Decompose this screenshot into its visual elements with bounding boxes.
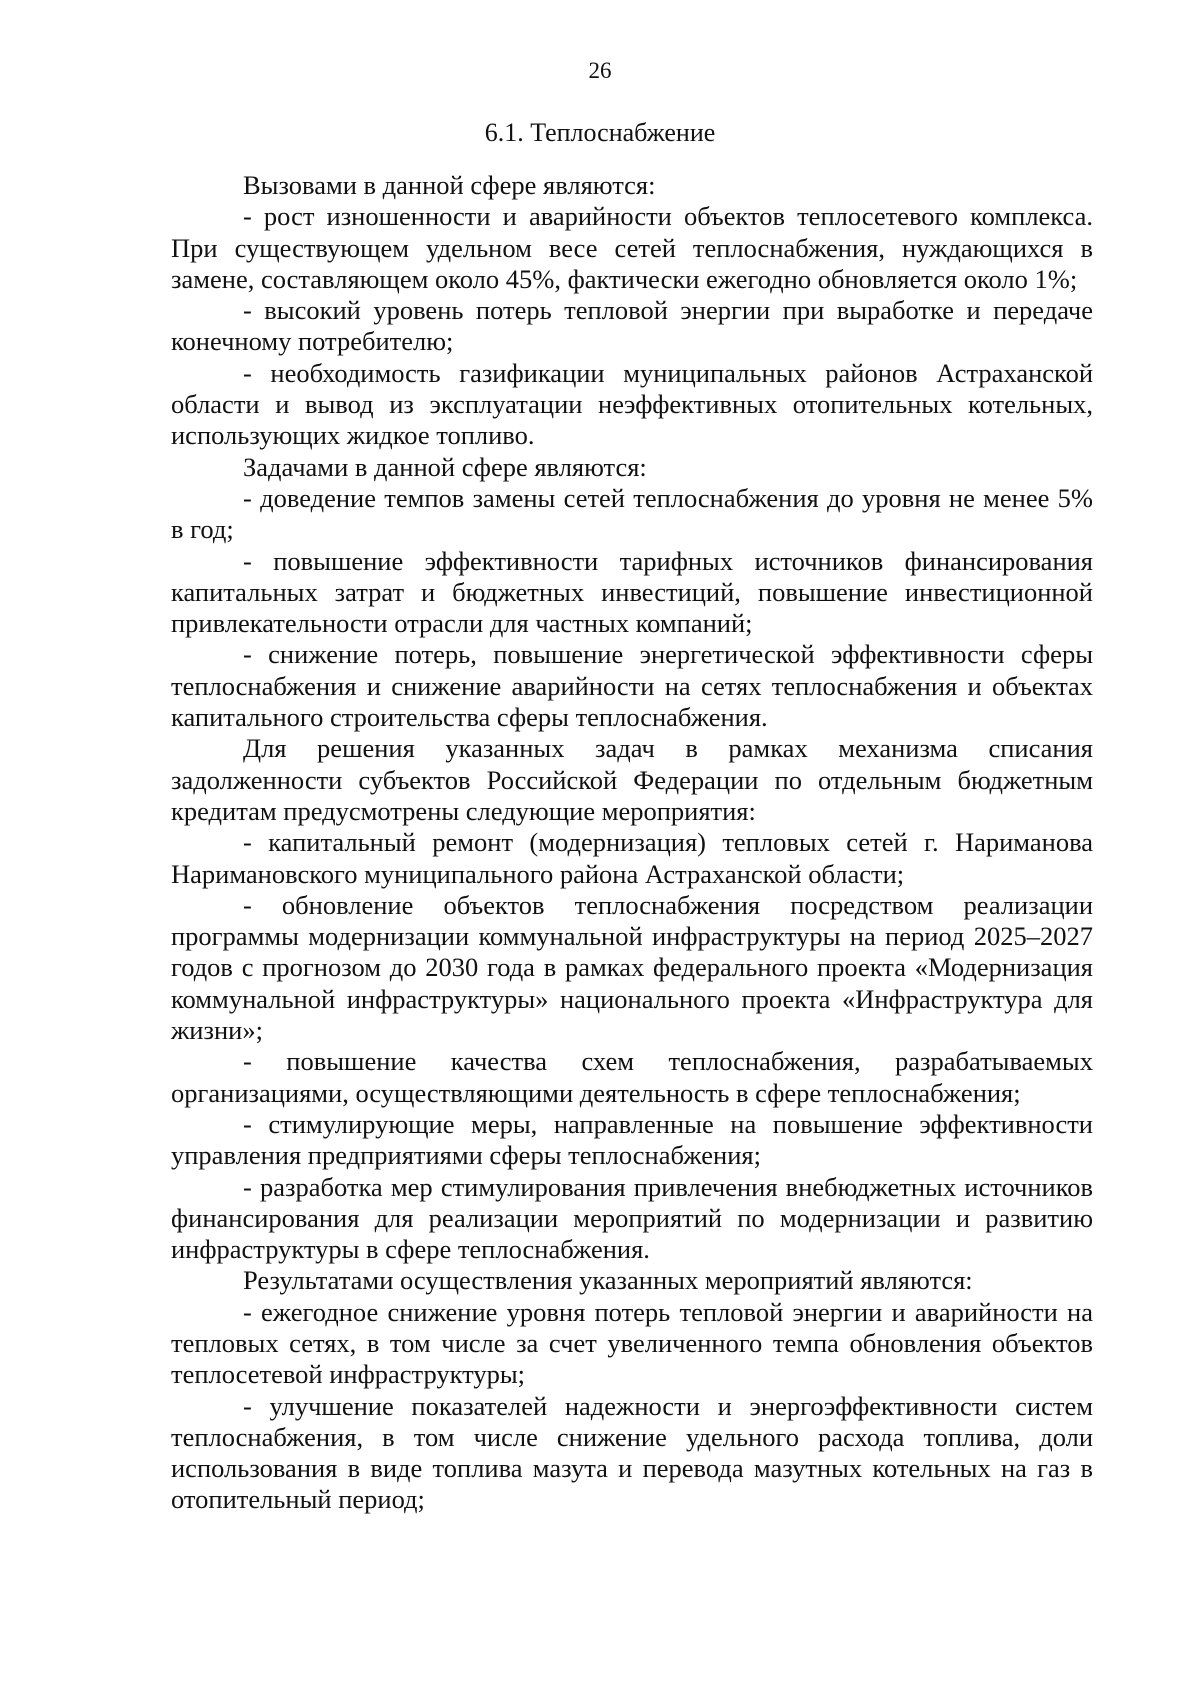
list-item-challenge-gasification: - необходимость газификации муниципальных районов Астраханской области и вывод из эксплуатации неэффективных отопительных котельных, использующих жидкое топливо. [171, 357, 1093, 451]
list-item-task-replacement-rate: - доведение темпов замены сетей теплоснабжения до уровня не менее 5% в год; [171, 482, 1093, 545]
list-item-measure-schemes: - повышение качества схем теплоснабжения, разрабатываемых организациями, осуществляющими деятельность в сфере теплоснабжения; [171, 1046, 1093, 1108]
paragraph-measures-intro: Для решения указанных задач в рамках механизма списания задолженности субъектов Российской Федерации по отдельным бюджетным кредитам предусмотрены следующие мероприятия: [171, 733, 1093, 826]
document-body [171, 170, 1093, 1516]
list-item-measure-extrabudget: - разработка мер стимулирования привлечения внебюджетных источников финансирования для реализации мероприятий по модернизации и развитию инфраструктуры в сфере теплоснабжения. [171, 1171, 1093, 1265]
list-item-measure-modernization: - обновление объектов теплоснабжения посредством реализации программы модернизации коммунальной инфраструктуры на период 2025–2027 годов с прогнозом до 2030 года в рамках федерального проекта «Модернизация коммунальной инфраструктуры» национального проекта «Инфраструктура для жизни»; [171, 889, 1093, 1046]
list-item-task-financing: - повышение эффективности тарифных источников финансирования капитальных затрат и бюджетных инвестиций, повышение инвестиционной привлекательности отрасли для частных компаний; [171, 545, 1093, 639]
list-item-challenge-losses: - высокий уровень потерь тепловой энергии при выработке и передаче конечному потребителю; [171, 295, 1093, 357]
page-number: 26 [588, 58, 612, 83]
paragraph-tasks-intro: Задачами в данной сфере являются: [243, 451, 647, 482]
paragraph-challenges-intro: Вызовами в данной сфере являются: [243, 170, 656, 200]
list-item-measure-repair: - капитальный ремонт (модернизация) тепловых сетей г. Нариманова Наримановского муниципального района Астраханской области; [171, 827, 1093, 889]
list-item-result-losses: - ежегодное снижение уровня потерь тепловой энергии и аварийности на тепловых сетях, в том числе за счет увеличенного темпа обновления объектов теплосетевой инфраструктуры; [171, 1296, 1093, 1390]
list-item-challenge-wear: - рост изношенности и аварийности объектов теплосетевого комплекса. При существующем удельном весе сетей теплоснабжения, нуждающихся в замене, составляющем около 45%, фактически ежегодно обновляется около 1%; [171, 201, 1093, 294]
list-item-task-loss-reduction: - снижение потерь, повышение энергетической эффективности сферы теплоснабжения и снижение аварийности на сетях теплоснабжения и объектах капитального строительства сферы теплоснабжения. [171, 639, 1093, 733]
list-item-result-reliability: - улучшение показателей надежности и энергоэффективности систем теплоснабжения, в том числе снижение удельного расхода топлива, доли использования в виде топлива мазута и перевода мазутных котельных на газ в отопительный период; [171, 1390, 1093, 1515]
list-item-measure-incentives: - стимулирующие меры, направленные на повышение эффективности управления предприятиями сферы теплоснабжения; [171, 1108, 1093, 1171]
section-title: 6.1. Теплоснабжение [484, 118, 716, 147]
paragraph-results-intro: Результатами осуществления указанных мероприятий являются: [243, 1265, 973, 1296]
